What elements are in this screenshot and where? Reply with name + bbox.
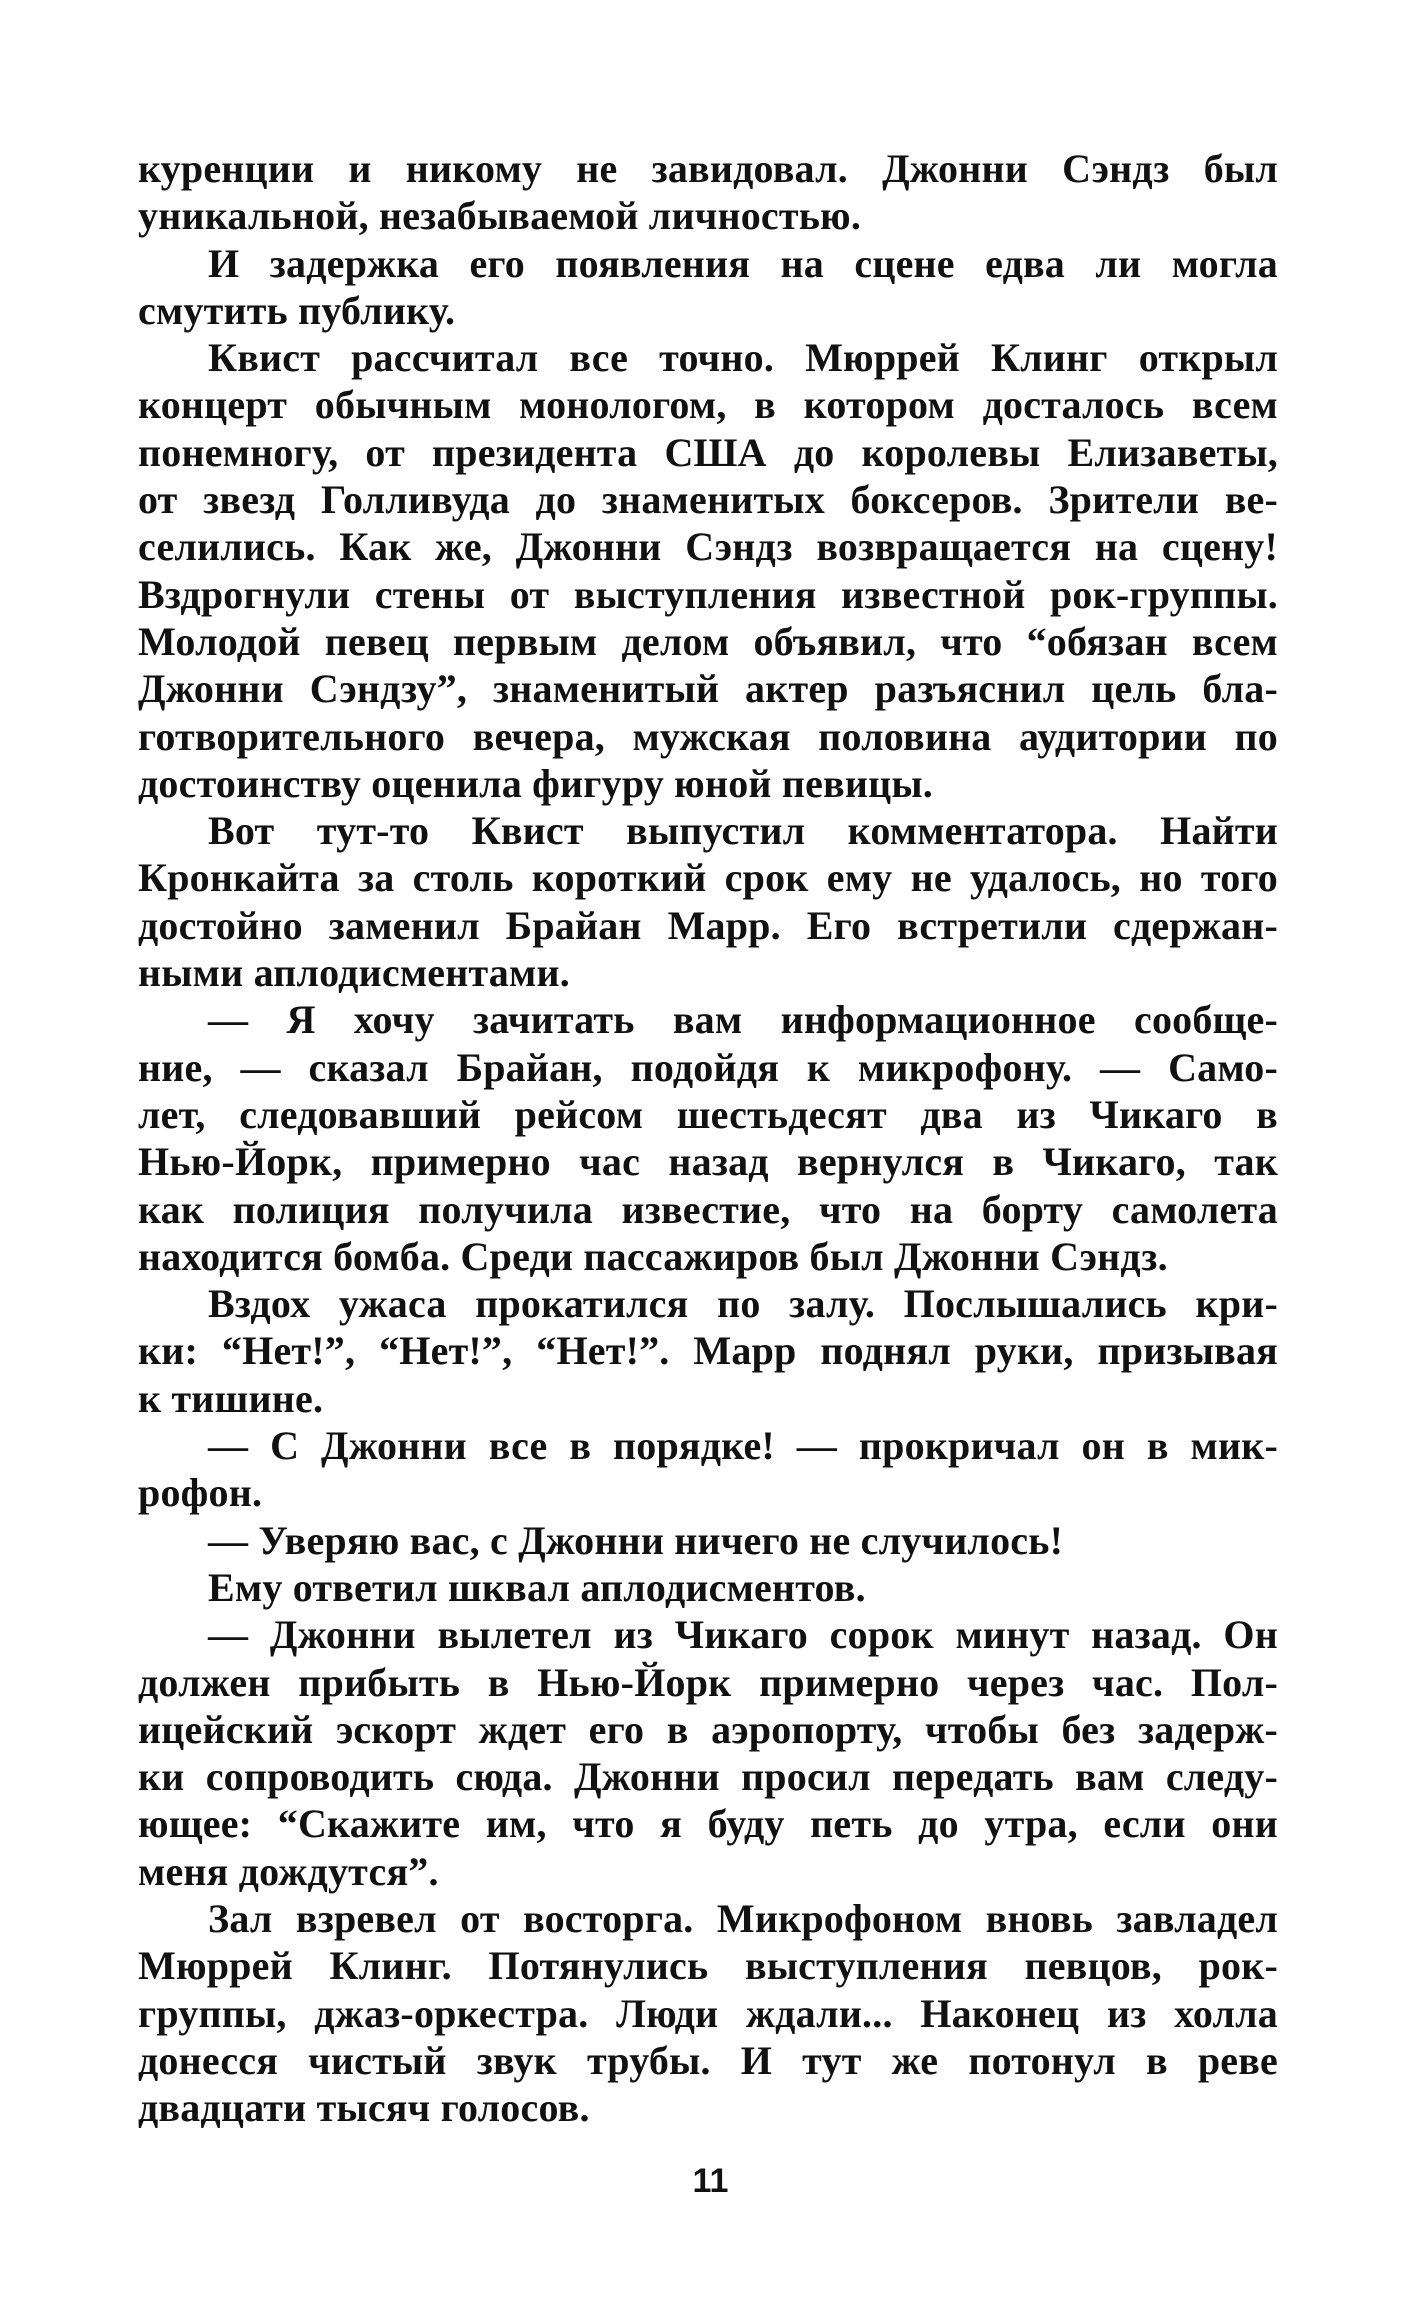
- page-number: 11: [692, 2162, 729, 2200]
- text-line: меня дождутся”.: [138, 1848, 439, 1894]
- body-text: [138, 145, 1278, 2131]
- text-line: Молодой певец первым делом объявил, что “обязан всем: [138, 618, 1278, 664]
- text-line: готворительного вечера, мужская половина аудитории по: [138, 713, 1278, 759]
- text-line: Джонни Сэндзу”, знаменитый актер разъяснил цель бла-: [138, 666, 1278, 712]
- text-line: Вот тут-то Квист выпустил комментатора. Найти: [208, 808, 1278, 854]
- text-line: — Уверяю вас, с Джонни ничего не случилось!: [208, 1517, 1064, 1563]
- text-line: уникальной, незабываемой личностью.: [138, 193, 862, 239]
- text-line: находится бомба. Среди пассажиров был Джонни Сэндз.: [138, 1233, 1168, 1279]
- text-line: как полиция получила известие, что на борту самолета: [138, 1186, 1278, 1232]
- text-line: к тишине.: [138, 1375, 324, 1421]
- text-line: должен прибыть в Нью-Йорк примерно через час. Пол-: [138, 1659, 1278, 1705]
- text-line: ки сопроводить сюда. Джонни просил передать вам следу-: [138, 1754, 1278, 1800]
- text-line: Квист рассчитал все точно. Мюррей Клинг открыл: [208, 335, 1278, 381]
- text-line: от звезд Голливуда до знаменитых боксеров. Зрители ве-: [138, 477, 1278, 523]
- text-line: — Я хочу зачитать вам информационное сообще-: [208, 997, 1278, 1043]
- text-line: ицейский эскорт ждет его в аэропорту, чтобы без задерж-: [138, 1706, 1278, 1752]
- text-line: — Джонни вылетел из Чикаго сорок минут назад. Он: [208, 1612, 1278, 1658]
- text-line: рофон.: [138, 1470, 263, 1516]
- text-line: понемногу, от президента США до королевы Елизаветы,: [138, 429, 1278, 475]
- text-line: ки: “Нет!”, “Нет!”, “Нет!”. Марр поднял руки, призывая: [138, 1328, 1278, 1374]
- text-line: И задержка его появления на сцене едва ли могла: [208, 240, 1278, 286]
- text-line: Ему ответил шквал аплодисментов.: [208, 1564, 866, 1610]
- text-line: двадцати тысяч голосов.: [138, 2085, 590, 2131]
- text-line: Кронкайта за столь короткий срок ему не удалось, но того: [138, 855, 1278, 901]
- text-line: селились. Как же, Джонни Сэндз возвращается на сцену!: [138, 524, 1278, 570]
- text-line: — С Джонни все в порядке! — прокричал он в мик-: [208, 1423, 1278, 1469]
- text-line: Вздох ужаса прокатился по залу. Послышались кри-: [208, 1281, 1278, 1327]
- text-line: Мюррей Клинг. Потянулись выступления певцов, рок-: [138, 1943, 1278, 1989]
- text-line: куренции и никому не завидовал. Джонни Сэндз был: [138, 146, 1278, 191]
- text-line: группы, джаз-оркестра. Люди ждали... Наконец из холла: [138, 1990, 1278, 2036]
- text-line: Нью-Йорк, примерно час назад вернулся в Чикаго, так: [138, 1139, 1278, 1185]
- text-line: ющее: “Скажите им, что я буду петь до утра, если они: [138, 1801, 1278, 1847]
- text-line: лет, следовавший рейсом шестьдесят два из Чикаго в: [138, 1091, 1278, 1137]
- text-line: ными аплодисментами.: [138, 950, 570, 996]
- text-line: концерт обычным монологом, в котором досталось всем: [138, 382, 1278, 428]
- text-line: ние, — сказал Брайан, подойдя к микрофону. — Само-: [138, 1044, 1278, 1090]
- text-line: Зал взревел от восторга. Микрофоном вновь завладел: [208, 1895, 1278, 1941]
- text-line: достойно заменил Брайан Марр. Его встретили сдержан-: [138, 902, 1278, 948]
- text-line: достоинству оценила фигуру юной певицы.: [138, 760, 933, 806]
- text-line: смутить публику.: [138, 287, 456, 333]
- text-line: донесся чистый звук трубы. И тут же потонул в реве: [138, 2037, 1278, 2083]
- text-line: Вздрогнули стены от выступления известной рок-группы.: [138, 571, 1278, 617]
